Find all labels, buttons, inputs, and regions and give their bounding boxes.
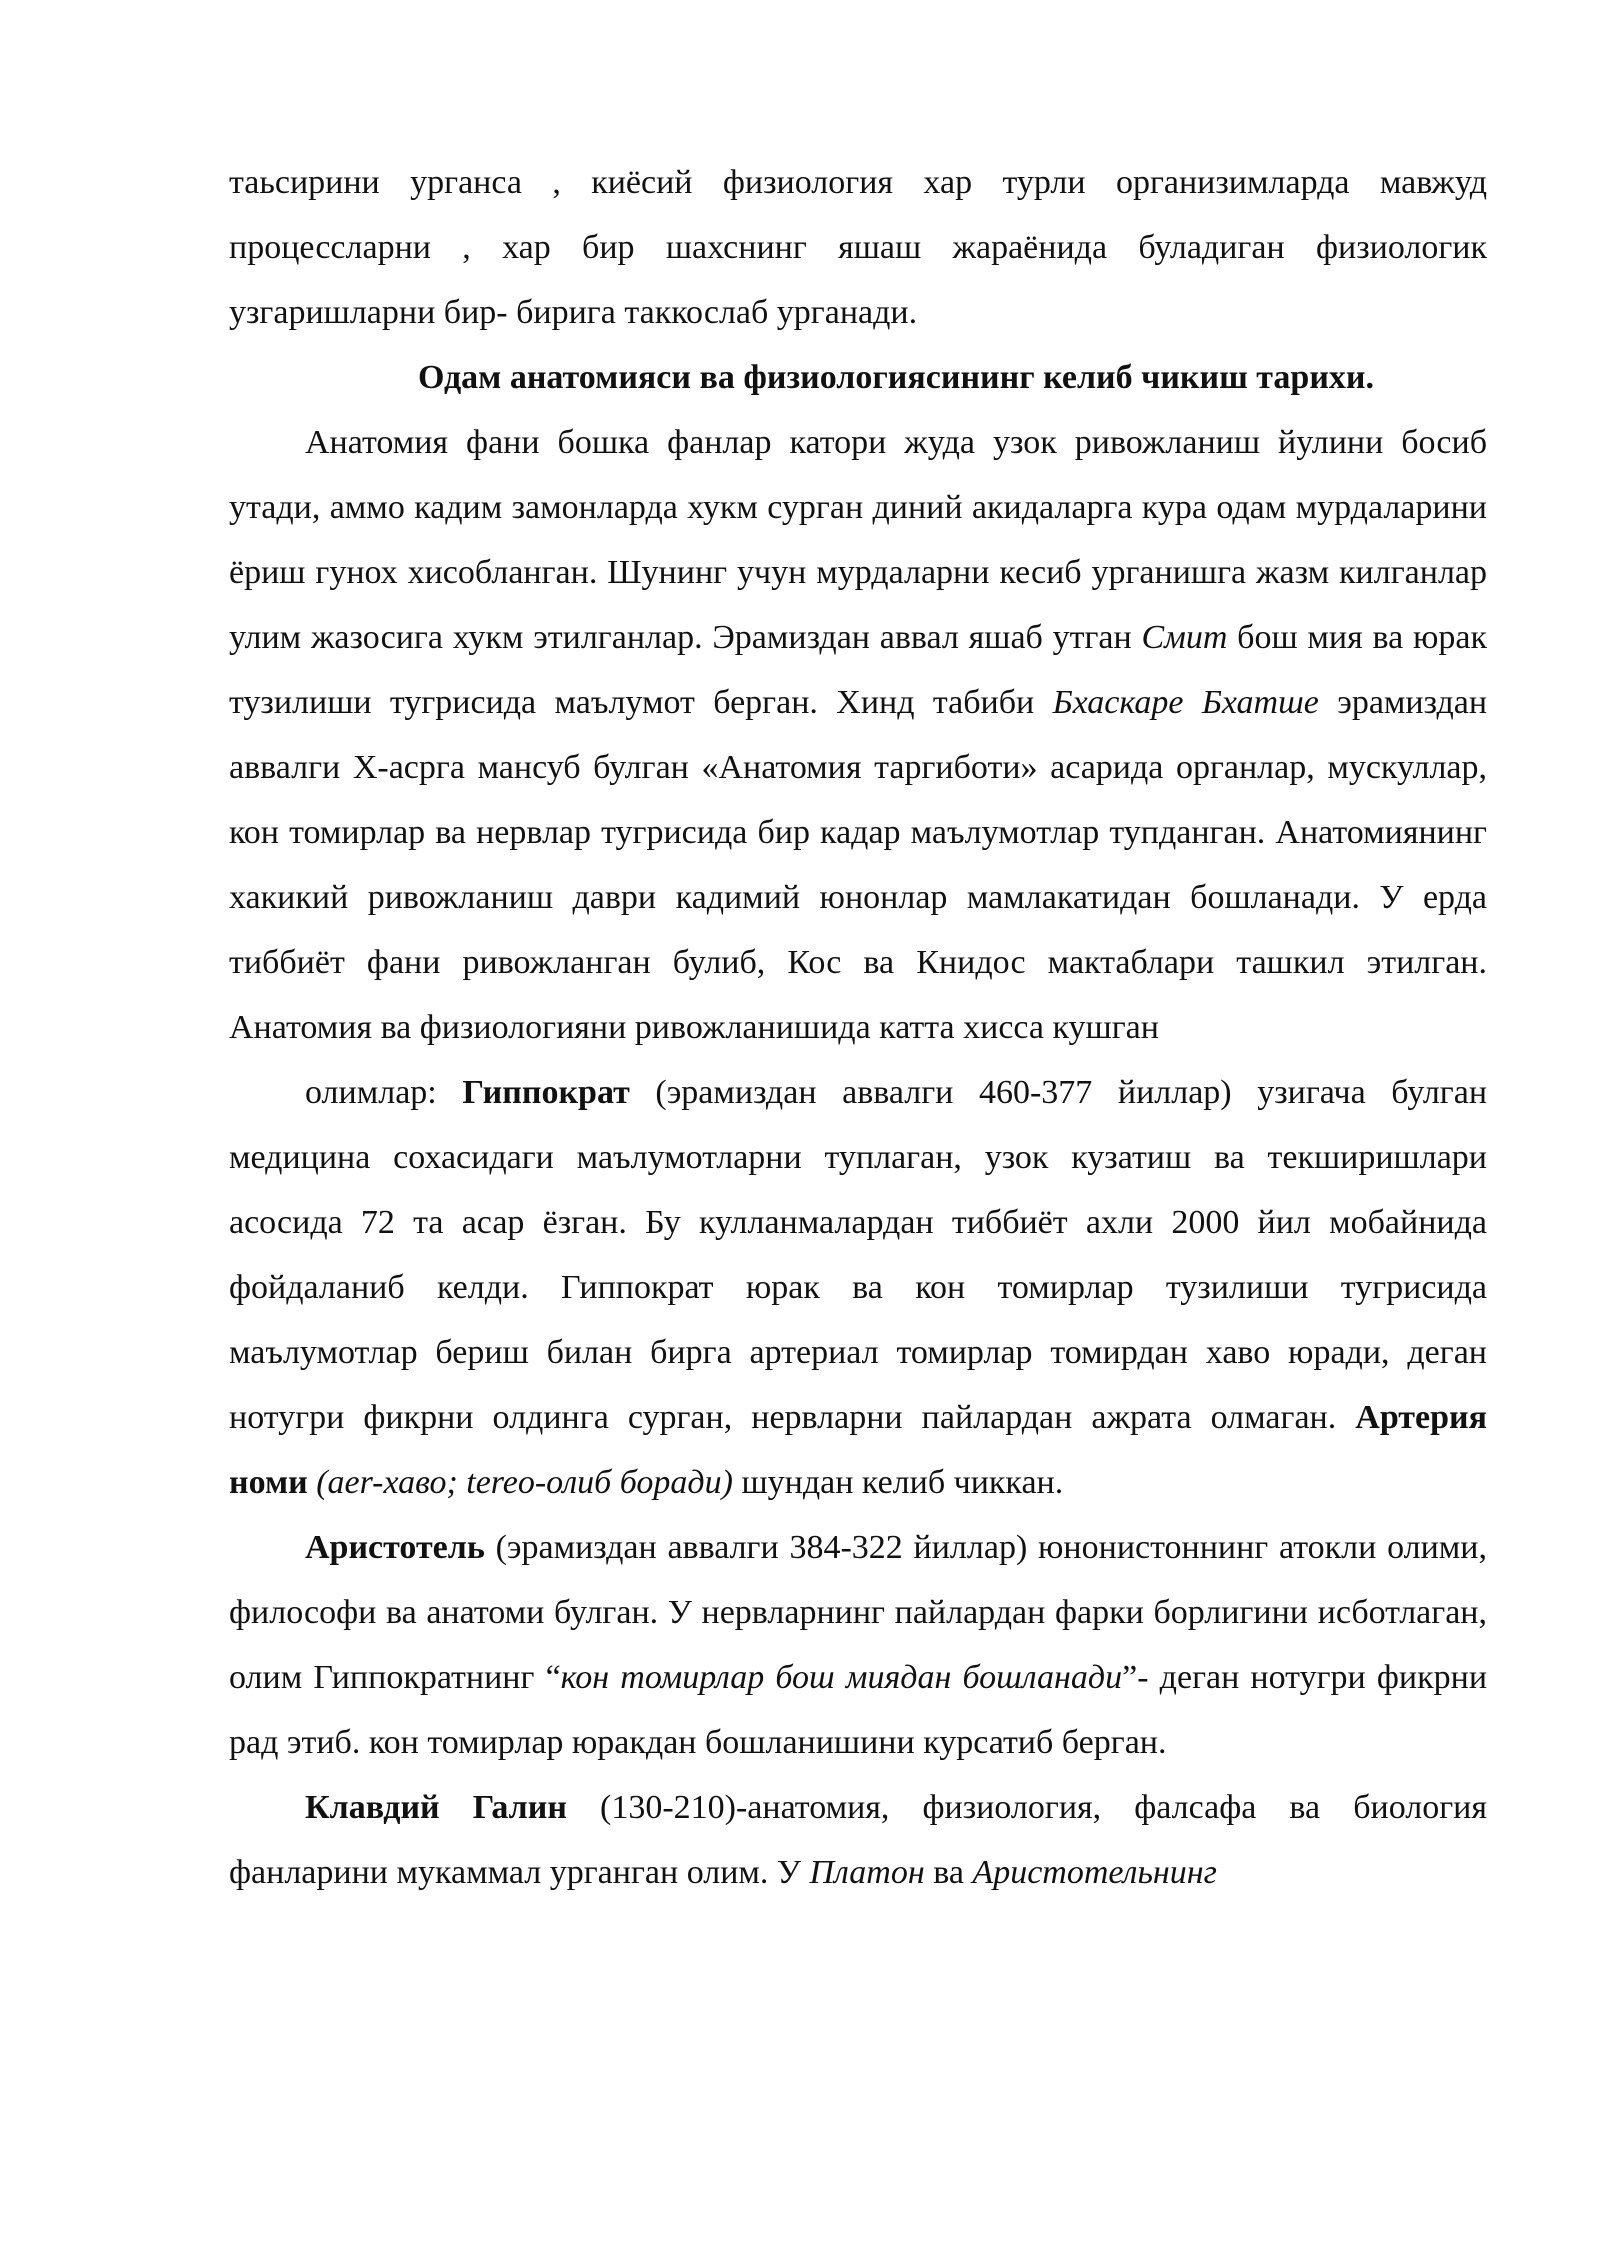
text-run: ”- деган нотугри фикрни рад этиб. кон томирлар юракдан бошланишини курсатиб берган. — [229, 1659, 1488, 1761]
text-run: эрамиздан аввалги X-асрга мансуб булган «Анатомия таргиботи» асарида органлар, мускуллар, кон томирлар ва нервлар тугрисида бир кадар маълумотлар тупданган. Анатомиянинг хакикий ривожланиш даври кадимий юнонлар мамлакатидан бошланади. У ерда тиббиёт фани ривожланган булиб, Кос ва Книдос мактаблари ташкил этилган. Анатомия ва физиологияни ривожланишида катта хисса кушган — [229, 684, 1488, 1046]
text-run: олимлар: — [305, 1074, 437, 1111]
name-galen: Клавдий Галин — [305, 1789, 567, 1826]
name-aristotelning: Аристотельнинг — [972, 1854, 1217, 1891]
paragraph-intro — [229, 150, 1487, 345]
text-run: (эрамиздан аввалги 460-377 йиллар) узигача булган медицина сохасидаги маълумотларни туплаган, узок кузатиш ва текширишлари асосида 72 та асар ёзган. Бу кулланмалардан тиббиёт ахли 2000 йил мобайнида фойдаланиб келди. Гиппократ юрак ва кон томирлар тузилиши тугрисида маълумотлар бериш билан бирга артериал томирлар томирдан хаво юради, деган нотугри фикрни олдинга сурган, нервларни пайлардан ажрата олмаган. — [229, 1074, 1488, 1436]
name-smit: Смит — [1141, 619, 1228, 656]
paragraph-hippocrates — [229, 1060, 1487, 1515]
document-body — [229, 150, 1487, 1905]
paragraph-anatomy-history — [229, 410, 1487, 1060]
term-artery: Артерия номи — [229, 1399, 1487, 1501]
text-run: (130-210)-анатомия, физиология, фалсафа ва биология фанларини мукаммал урганган олим. У — [229, 1789, 1488, 1891]
artery-etymology: (aer-хаво; tereo-олиб боради) — [316, 1464, 733, 1501]
name-bhaskare-bhatshe: Бхаскаре Бхатше — [1052, 684, 1319, 721]
text-run: бош мия ва юрак тузилиши тугрисида маълумот берган. Хинд табиби — [229, 619, 1487, 721]
text-run: ва — [933, 1854, 964, 1891]
paragraph-aristotle — [229, 1515, 1487, 1775]
section-heading: Одам анатомияси ва физиологиясининг келиб чикиш тарихи. — [417, 359, 1375, 396]
text-run: (эрамиздан аввалги 384-322 йиллар) юнонистоннинг атокли олими, философи ва анатоми булган. У нервларнинг пайлардан фарки борлигини исботлаган, олим Гиппократнинг “ — [229, 1529, 1487, 1696]
quote-hippocrates: кон томирлар бош миядан бошланади — [560, 1659, 1123, 1696]
text-run: Анатомия фани бошка фанлар катори жуда узок ривожланиш йулини босиб утади, аммо кадим замонларда хукм сурган диний акидаларга кура одам мурдаларини ёриш гунох хисобланган. Шунинг учун мурдаларни кесиб урганишга жазм килганлар улим жазосига хукм этилганлар. Эрамиздан аввал яшаб утган — [229, 424, 1487, 656]
text-run: шундан келиб чиккан. — [741, 1464, 1064, 1501]
paragraph-galen — [229, 1775, 1487, 1905]
name-platon: Платон — [809, 1854, 925, 1891]
paragraph-intro-text: таьсирини урганса , киёсий физиология хар турли организимларда мавжуд процессларни , хар бир шахснинг яшаш жараёнида буладиган физиологик узгаришларни бир- бирига таккослаб урганади. — [229, 164, 1487, 331]
name-aristotle: Аристотель — [305, 1529, 485, 1566]
name-hippocrates: Гиппократ — [462, 1074, 630, 1111]
